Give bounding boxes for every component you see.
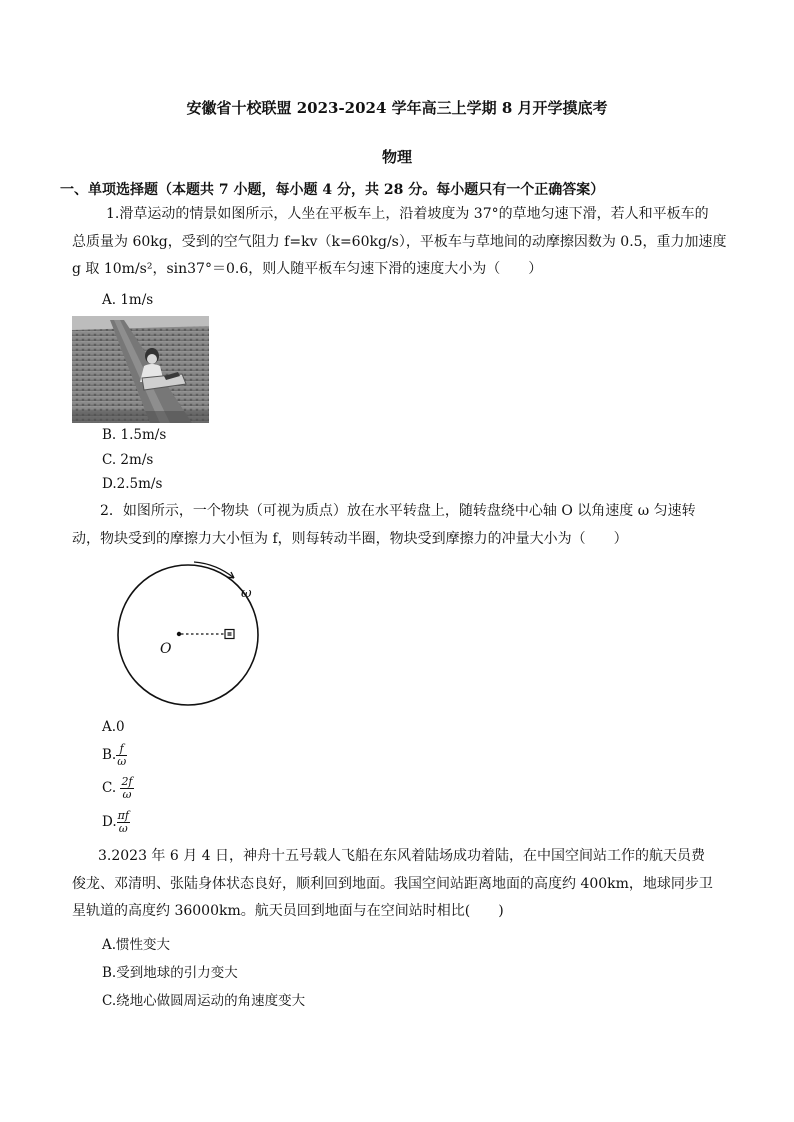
q2-stem-line-1: 2．如图所示，一个物块（可视为质点）放在水平转盘上，随转盘绕中心轴 O 以角速度 ω 匀速转: [100, 503, 696, 519]
omega-label: ω: [241, 586, 252, 601]
q1-option-b: B. 1.5m/s: [102, 427, 167, 443]
q2-option-a: A.0: [102, 719, 125, 735]
q3-option-c: C.绕地心做圆周运动的角速度变大: [102, 993, 306, 1009]
grass-sledding-image: [72, 316, 209, 423]
q1-stem-line-2: 总质量为 60kg，受到的空气阻力 f=kv（k=60kg/s），平板车与草地间的动摩擦因数为 0.5，重力加速度: [72, 233, 727, 250]
q2-option-b-numerator: f: [116, 743, 127, 756]
q2-option-d-denominator: ω: [118, 822, 128, 835]
q3-stem-line-2: 俊龙、邓清明、张陆身体状态良好，顺利回到地面。我国空间站距离地面的高度约 400km，地球同步卫: [72, 875, 713, 892]
center-label-o: O: [160, 641, 172, 657]
q2-option-b-label: B.: [102, 747, 117, 763]
q3-stem: [72, 843, 724, 926]
q2-option-c-denominator: ω: [122, 788, 132, 801]
q1-stem: [72, 201, 727, 284]
q2-option-c-fraction: [120, 776, 133, 801]
q2-option-b-denominator: ω: [117, 755, 127, 768]
section-heading: 一、单项选择题（本题共 7 小题，每小题 4 分，共 28 分。每小题只有一个正确答案）: [60, 182, 605, 198]
page-title: 安徽省十校联盟 2023-2024 学年高三上学期 8 月开学摸底考: [186, 99, 608, 117]
q2-option-b-fraction: [116, 743, 127, 768]
q2-option-c-label: C.: [102, 780, 117, 796]
q2-stem: [72, 498, 724, 553]
q2-option-d-numerator: πf: [117, 809, 129, 822]
turntable-diagram: [108, 555, 268, 715]
q1-stem-line-1: 1.滑草运动的情景如图所示，人坐在平板车上，沿着坡度为 37°的草地匀速下滑，若人和平板车的: [106, 206, 709, 222]
q2-option-b: [102, 743, 127, 768]
q3-stem-line-3: 星轨道的高度约 36000km。航天员回到地面与在空间站时相比( ): [72, 903, 504, 919]
q1-option-d: D.2.5m/s: [102, 476, 163, 492]
q3-stem-line-1: 3.2023 年 6 月 4 日，神舟十五号载人飞船在东风着陆场成功着陆，在中国空间站工作的航天员费: [98, 848, 706, 864]
q2-option-c-numerator: 2f: [121, 775, 133, 788]
q1-stem-line-3: g 取 10m/s²，sin37°＝0.6，则人随平板车匀速下滑的速度大小为（ ）: [72, 261, 543, 277]
center-point: [177, 632, 181, 636]
q3-option-a: A.惯性变大: [102, 937, 171, 953]
q2-stem-line-2: 动，物块受到的摩擦力大小恒为 f，则每转动半圈，物块受到摩擦力的冲量大小为（ ）: [72, 530, 628, 547]
q1-option-c: C. 2m/s: [102, 452, 154, 468]
q1-option-a: A. 1m/s: [102, 292, 154, 308]
grass-sledding-photo: [72, 316, 209, 423]
subject-title: 物理: [381, 148, 412, 166]
turntable-figure: [108, 555, 268, 715]
q2-option-d-fraction: [117, 810, 130, 835]
q2-option-d-label: D.: [102, 814, 117, 830]
q2-option-d: [102, 810, 130, 835]
q3-option-b: B.受到地球的引力变大: [102, 965, 238, 981]
turntable-circle: [118, 565, 258, 705]
q2-option-c: [102, 776, 134, 801]
